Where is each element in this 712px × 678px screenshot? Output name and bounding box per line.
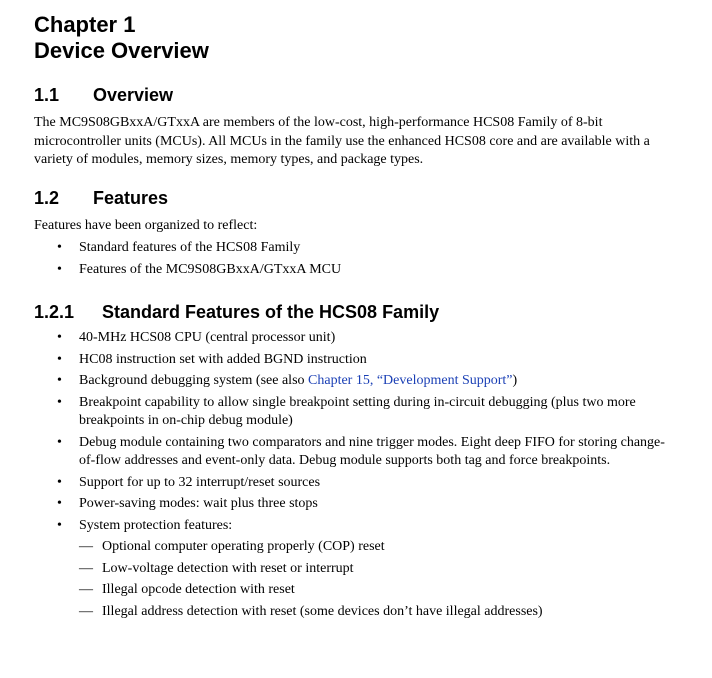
features-intro: Features have been organized to reflect: — [34, 218, 258, 233]
sub-list-item: — Illegal address detection with reset (some devices don’t have illegal addresses) — [79, 603, 662, 622]
list-item: • HC08 instruction set with added BGND instruction — [0, 351, 669, 370]
list-item: • Background debugging system (see also Chapter 15, “Development Support”) — [0, 372, 669, 391]
sub-list-item: — Low-voltage detection with reset or interrupt — [79, 560, 662, 579]
chapter-label: Chapter 1 — [34, 12, 136, 37]
list-item: • Support for up to 32 interrupt/reset sources — [0, 474, 669, 493]
section-1-2-1-heading — [34, 302, 439, 322]
chapter-heading — [34, 12, 209, 64]
bullet-icon: • — [57, 261, 62, 277]
sub-list-item: — Illegal opcode detection with reset — [79, 581, 662, 600]
list-item: • 40-MHz HCS08 CPU (central processor unit) — [0, 329, 669, 348]
protection-sublist — [79, 538, 669, 621]
section-number: 1.2.1 — [34, 302, 75, 322]
sub-list-item: — Optional computer operating properly (COP) reset — [79, 538, 662, 557]
list-item: • Debug module containing two comparators and nine trigger modes. Eight deep FIFO for storing change-of-flow addresses and event-only data. Debug module supports both tag and force breakpoints. — [57, 434, 665, 468]
section-title: Overview — [93, 85, 174, 105]
chapter-title: Device Overview — [34, 38, 209, 63]
features-list — [0, 239, 669, 279]
bullet-icon: • — [57, 330, 62, 345]
list-item: • Breakpoint capability to allow single breakpoint setting during in-circuit debugging (plus two more breakpoints in on-chip debug module) — [57, 394, 636, 428]
section-title: Features — [93, 188, 169, 208]
list-item: • System protection features: — Optional computer operating properly (COP) reset — Low-voltage detection with reset or interrupt — Illegal opcode detection with reset — Illegal address detection with reset (some devices don’t have illegal addresses) — [0, 517, 669, 622]
list-item: • Features of the MC9S08GBxxA/GTxxA MCU — [0, 261, 669, 280]
bullet-icon: • — [57, 496, 62, 511]
dash-icon: — — [79, 560, 93, 576]
list-item: • Power-saving modes: wait plus three stops — [0, 495, 669, 514]
list-item: • Standard features of the HCS08 Family — [0, 239, 669, 258]
bullet-icon: • — [57, 373, 62, 388]
bullet-icon: • — [57, 240, 62, 255]
dash-icon: — — [79, 539, 93, 554]
bullet-icon: • — [57, 517, 62, 533]
bullet-icon: • — [57, 434, 62, 450]
section-number: 1.2 — [34, 188, 60, 208]
bullet-icon: • — [57, 474, 62, 490]
section-number: 1.1 — [34, 85, 60, 105]
section-1-1-heading — [34, 85, 173, 105]
bullet-icon: • — [57, 394, 62, 410]
overview-paragraph: The MC9S08GBxxA/GTxxA are members of the low-cost, high-performance HCS08 Family of 8-bit microcontroller units (MCUs). All MCUs in the family use the enhanced HCS08 core and are available with a variety of modules, memory sizes, memory types, and package types. — [34, 115, 650, 167]
dash-icon: — — [79, 603, 93, 619]
section-title: Standard Features of the HCS08 Family — [102, 302, 440, 322]
bullet-icon: • — [57, 351, 62, 367]
standard-features-list — [0, 329, 669, 621]
chapter-15-link[interactable]: Chapter 15, “Development Support” — [308, 373, 513, 388]
section-1-2-heading — [34, 188, 168, 208]
dash-icon: — — [79, 582, 93, 597]
